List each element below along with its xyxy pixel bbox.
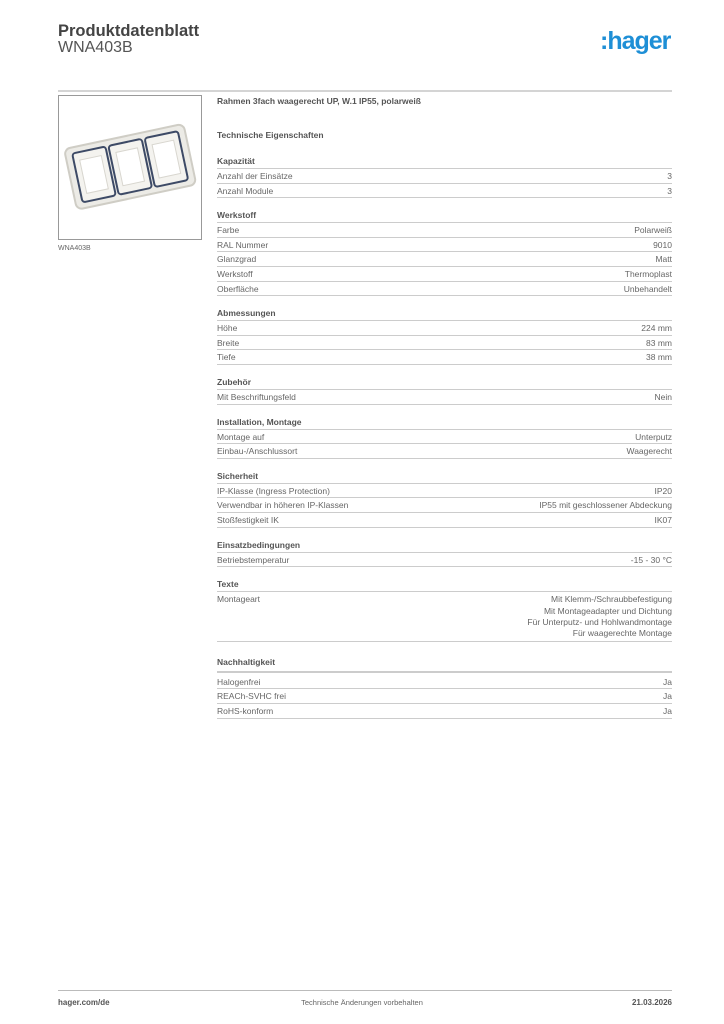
spec-value-line: Für waagerechte Montage — [572, 628, 672, 639]
spec-label: IP-Klasse (Ingress Protection) — [217, 485, 330, 496]
spec-section — [217, 469, 672, 528]
spec-label: Oberfläche — [217, 283, 259, 294]
spec-label: Farbe — [217, 225, 240, 236]
spec-row — [217, 592, 672, 642]
spec-value: 3 — [667, 185, 672, 196]
section-title: Werkstoff — [217, 208, 672, 223]
spec-label: Verwendbar in höheren IP-Klassen — [217, 500, 349, 511]
spec-section — [217, 415, 672, 459]
spec-row — [217, 336, 672, 351]
spec-label: Anzahl der Einsätze — [217, 171, 293, 181]
spec-row — [217, 252, 672, 267]
product-code: WNA403B — [58, 39, 133, 56]
section-title: Installation, Montage — [217, 415, 672, 430]
spec-value — [527, 594, 672, 640]
spec-row — [217, 350, 672, 365]
footer-divider — [58, 990, 672, 991]
spec-label: Montageart — [217, 594, 260, 605]
section-title: Einsatzbedingungen — [217, 538, 672, 553]
hager-logo: :hager — [600, 27, 671, 55]
image-caption: WNA403B — [58, 245, 91, 252]
spec-row — [217, 267, 672, 282]
spec-value-line: Mit Klemm-/Schraubbefestigung — [551, 594, 672, 605]
spec-section — [217, 208, 672, 296]
spec-value: Polarweiß — [634, 225, 672, 236]
spec-value: Matt — [655, 254, 672, 265]
section-title: Sicherheit — [217, 469, 672, 484]
spec-value: 9010 — [653, 239, 672, 250]
spec-value: Ja — [663, 705, 672, 716]
spec-value: IK07 — [654, 514, 672, 525]
spec-label: RoHS-konform — [217, 705, 274, 716]
spec-value: Waagerecht — [626, 446, 672, 457]
spec-label: Glanzgrad — [217, 254, 257, 265]
spec-value: 83 mm — [646, 337, 672, 348]
spec-value: Nein — [654, 391, 672, 402]
spec-section — [217, 538, 672, 568]
footer-website[interactable]: hager.com/de — [58, 998, 110, 1007]
spec-section — [217, 154, 672, 198]
spec-value: 3 — [667, 171, 672, 181]
spec-value: Unbehandelt — [623, 283, 672, 294]
spec-value: 224 mm — [641, 323, 672, 334]
spec-value: IP55 mit geschlossener Abdeckung — [539, 500, 672, 511]
spec-value: Ja — [663, 676, 672, 687]
spec-row — [217, 484, 672, 499]
spec-row — [217, 223, 672, 238]
spec-value-line: Für Unterputz- und Hohlwandmontage — [527, 616, 672, 627]
spec-label: Tiefe — [217, 352, 236, 363]
spec-row — [217, 390, 672, 405]
spec-section — [217, 306, 672, 365]
spec-value-line: Mit Montageadapter und Dichtung — [543, 605, 672, 616]
spec-row — [217, 513, 672, 528]
spec-label: Höhe — [217, 323, 238, 334]
spec-row — [217, 553, 672, 568]
spec-label: Werkstoff — [217, 268, 253, 279]
spec-row — [217, 498, 672, 513]
section-title: Kapazität — [217, 154, 672, 169]
spec-value: 38 mm — [646, 352, 672, 363]
spec-value: IP20 — [654, 485, 672, 496]
spec-row — [217, 689, 672, 704]
page-title: Produktdatenblatt — [58, 22, 200, 40]
spec-label: REACh-SVHC frei — [217, 691, 286, 702]
tech-title: Technische Eigenschaften — [217, 130, 324, 140]
spec-value: Thermoplast — [624, 268, 672, 279]
spec-row — [217, 444, 672, 459]
spec-row — [217, 184, 672, 199]
spec-label: Montage auf — [217, 431, 265, 442]
spec-row — [217, 704, 672, 719]
spec-row — [217, 169, 672, 184]
section-title: Zubehör — [217, 375, 672, 390]
section-title: Texte — [217, 577, 672, 592]
footer-note: Technische Änderungen vorbehalten — [301, 998, 423, 1007]
spec-row — [217, 321, 672, 336]
spec-section — [217, 655, 672, 719]
section-title: Abmessungen — [217, 306, 672, 321]
spec-label: Betriebstemperatur — [217, 554, 290, 565]
footer-date: 21.03.2026 — [631, 998, 672, 1007]
spec-row — [217, 430, 672, 445]
spec-row — [217, 238, 672, 253]
spec-section — [217, 577, 672, 642]
spec-value: -15 - 30 °C — [630, 554, 672, 565]
spec-label: Halogenfrei — [217, 676, 261, 687]
spec-section — [217, 375, 672, 405]
product-name: Rahmen 3fach waagerecht UP, W.1 IP55, polarweiß — [217, 96, 421, 106]
spec-content — [217, 96, 672, 719]
spec-label: Stoßfestigkeit IK — [217, 514, 279, 525]
spec-row — [217, 282, 672, 297]
spec-label: Anzahl Module — [217, 185, 274, 196]
spec-label: Einbau-/Anschlussort — [217, 446, 298, 457]
spec-label: RAL Nummer — [217, 239, 269, 250]
spec-row — [217, 675, 672, 690]
product-image — [58, 95, 202, 240]
header-divider — [58, 90, 672, 92]
spec-value: Unterputz — [635, 431, 672, 442]
spec-label: Mit Beschriftungsfeld — [217, 391, 296, 402]
section-title: Nachhaltigkeit — [217, 655, 672, 673]
spec-label: Breite — [217, 337, 240, 348]
spec-value: Ja — [663, 691, 672, 702]
